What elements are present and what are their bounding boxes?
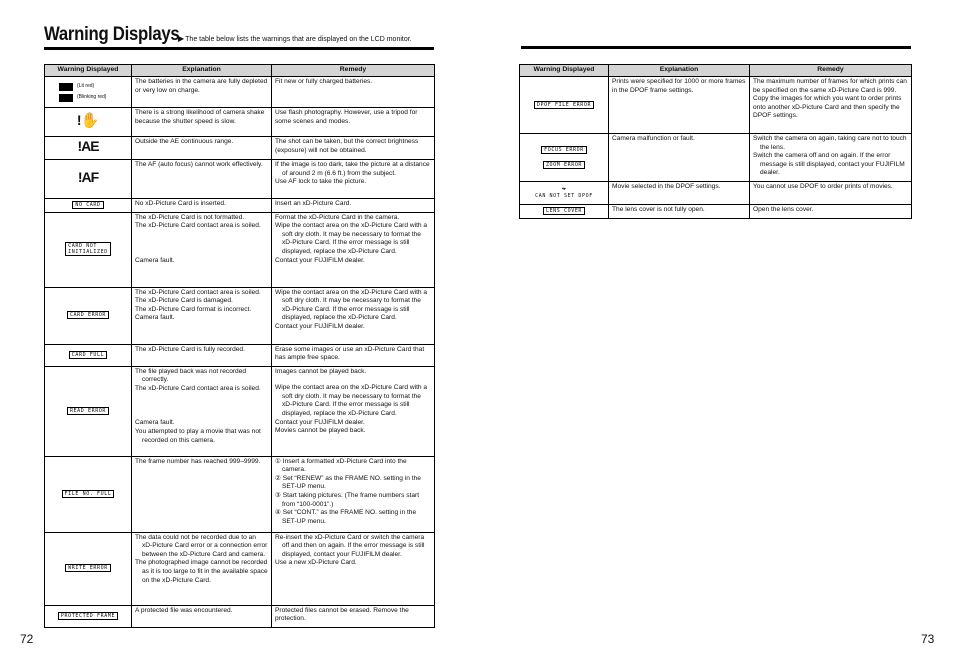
table-row [520,134,912,182]
explanation-cell: Movie selected in the DPOF settings. [609,182,750,205]
battery-lit-label: (Lit red) [77,83,95,90]
remedy-step: ① Insert a formatted xD-Picture Card into the camera. [275,457,407,474]
explanation-cell: There is a strong likelihood of camera shake because the shutter speed is slow. [132,108,272,137]
movie-icon: ▪▸ [561,185,567,192]
explanation-cell: Camera malfunction or fault. [609,134,750,182]
ae-warning-icon: !AE [77,137,99,154]
remedy-cell: The shot can be taken, but the correct brightness (exposure) will not be obtained. [272,137,435,160]
remedy-cell [750,134,912,182]
explanation-item: The file played back was not recorded correctly. [135,367,247,384]
explanation-cell [132,366,272,456]
battery-blinking-label: (Blinking red) [77,94,107,101]
explanation-cell [132,212,272,287]
remedy-step: ② Set “RENEW” as the FRAME NO. setting in the SET-UP menu. [275,474,421,491]
remedy-cell: Fit new or fully charged batteries. [272,77,435,108]
remedy-cell: Erase some images or use an xD-Picture Card that has ample free space. [272,344,435,366]
remedy-item: Wipe the contact area on the xD-Picture Card with a soft dry cloth. It may be necessary to format the xD-Picture Card. If the error message is still displayed, replace the xD-Picture Card. [275,288,428,322]
table-row [45,366,435,456]
explanation-item: The xD-Picture Card contact area is soiled. [135,384,261,392]
camera-shake-icon: !✋ [45,108,132,137]
remedy-item: Contact your FUJIFILM dealer. [275,322,365,330]
explanation-item: The xD-Picture Card format is incorrect. [135,305,252,313]
page-number: 72 [20,632,34,646]
remedy-cell: Protected files cannot be erased. Remove the protection. [272,605,435,627]
explanation-cell: Outside the AE continuous range. [132,137,272,160]
explanation-cell: The AF (auto focus) cannot work effectively. [132,160,272,199]
remedy-item: Use AF lock to take the picture. [275,178,367,186]
table-row [45,532,435,605]
card-full-lcd-icon: CARD FULL [69,351,108,359]
remedy-item: Contact your FUJIFILM dealer. [275,418,365,426]
header-row [45,65,435,77]
intro-text [178,34,412,43]
table-row [45,77,435,108]
remedy-item: Contact your FUJIFILM dealer. [275,256,365,264]
explanation-cell: The lens cover is not fully open. [609,205,750,219]
remedy-step: ③ Start taking pictures. (The frame numbers start from “100-0001”.) [275,491,420,508]
remedy-cell: You cannot use DPOF to order prints of movies. [750,182,912,205]
explanation-item: The data could not be recorded due to an xD-Picture Card error or a connection error between the xD-Picture Card and camera. [135,533,268,558]
explanation-cell: The frame number has reached 999–9999. [132,456,272,532]
table-row [45,137,435,160]
table-row [520,182,912,205]
remedy-cell [272,160,435,199]
lcd-line: INITIALIZED [68,249,108,256]
warning-table-left [44,64,435,628]
header-explanation: Explanation [132,65,272,77]
can-not-set-dpof-lcd-icon: CAN NOT SET DPOF [535,192,593,199]
remedy-cell [272,287,435,344]
remedy-item: Movies cannot be played back. [275,427,366,435]
explanation-item: The xD-Picture Card is not formatted. [135,213,245,221]
remedy-item: Wipe the contact area on the xD-Picture Card with a soft dry cloth. It may be necessary to format the xD-Picture Card. If the error message is still displayed, replace the xD-Picture Card. [275,222,428,255]
remedy-cell [272,456,435,532]
explanation-cell [132,287,272,344]
focus-error-lcd-icon: FOCUS ERROR [541,146,587,154]
battery-lit-icon [59,83,73,91]
file-no-full-lcd-icon: FILE NO. FULL [62,490,115,498]
table-row [45,212,435,287]
remedy-cell [272,366,435,456]
header-remedy: Remedy [750,65,912,77]
intro-label: The table below lists the warnings that are displayed on the LCD monitor. [185,36,412,43]
triangle-right-icon: ▶ [178,34,185,43]
warning-table-right [519,64,912,219]
table-row [45,456,435,532]
protected-frame-lcd-icon: PROTECTED FRAME [58,612,118,620]
table-row [520,205,912,219]
page-number: 73 [921,632,935,646]
remedy-cell: The maximum number of frames for which prints can be specified on the same xD-Picture Card is 999. Copy the images for which you want to order prints onto another xD-Picture Card and then specify the DPOF settings. [750,77,912,134]
table-row [45,287,435,344]
read-error-lcd-icon: READ ERROR [67,407,109,415]
explanation-cell: A protected file was encountered. [132,605,272,627]
dpof-file-error-lcd-icon: DPOF FILE ERROR [534,101,594,109]
remedy-cell: Open the lens cover. [750,205,912,219]
remedy-item: Wipe the contact area on the xD-Picture Card with a soft dry cloth. It may be necessary to format the xD-Picture Card. If the error message is still displayed, replace the xD-Picture Card. [275,384,428,417]
explanation-item: Camera fault. [135,314,175,322]
explanation-cell [132,532,272,605]
explanation-item: Camera fault. [135,256,175,264]
explanation-cell: The batteries in the camera are fully depleted or very low on charge. [132,77,272,108]
explanation-item: The xD-Picture Card is damaged. [135,297,233,305]
header-remedy: Remedy [272,65,435,77]
remedy-step: ④ Set “CONT.” as the FRAME NO. setting in the SET-UP menu. [275,509,417,525]
header-warning: Warning Displayed [45,65,132,77]
explanation-item: You attempted to play a movie that was not recorded on this camera. [135,427,261,444]
remedy-item: Images cannot be played back. [275,367,367,375]
explanation-item: Camera fault. [135,419,175,427]
card-error-lcd-icon: CARD ERROR [67,311,109,319]
header-explanation: Explanation [609,65,750,77]
no-card-lcd-icon: NO CARD [72,201,103,209]
table-row [45,160,435,199]
remedy-item: Switch the camera off and on again. If the error message is still displayed, contact your FUJIFILM dealer. [753,152,905,177]
zoom-error-lcd-icon: ZOOM ERROR [543,161,585,169]
remedy-item: Use a new xD-Picture Card. [275,559,357,567]
remedy-cell: Use flash photography. However, use a tripod for some scenes and modes. [272,108,435,137]
remedy-item: If the image is too dark, take the picture at a distance of around 2 m (6.6 ft.) from the subject. [275,161,430,177]
write-error-lcd-icon: WRITE ERROR [65,564,111,572]
table-row [45,108,435,137]
remedy-item: Re-insert the xD-Picture Card or switch the camera off and then on again. If the error message is still displayed, contact your FUJIFILM dealer. [275,533,425,558]
explanation-item: The photographed image cannot be recorded as it is too large to fit in the available space on the xD-Picture Card. [135,559,268,584]
page-title: Warning Displays [44,24,180,45]
explanation-item: The xD-Picture Card contact area is soiled. [135,222,261,230]
lcd-line: CARD NOT [68,243,98,250]
remedy-cell [272,212,435,287]
header-row [520,65,912,77]
remedy-cell: Insert an xD-Picture Card. [272,199,435,213]
explanation-item: The xD-Picture Card contact area is soiled. [135,288,261,296]
table-row [520,77,912,134]
lens-cover-lcd-icon: LENS COVER [543,207,585,215]
table-row [45,344,435,366]
remedy-item: Switch the camera on again, taking care not to touch the lens. [753,135,907,151]
explanation-cell: No xD-Picture Card is inserted. [132,199,272,213]
top-rule [521,46,911,49]
right-page [477,0,954,667]
table-row [45,199,435,213]
af-warning-icon: !AF [77,168,99,185]
table-row [45,605,435,627]
card-not-initialized-lcd-icon [45,212,132,287]
explanation-cell: The xD-Picture Card is fully recorded. [132,344,272,366]
battery-blinking-icon [59,94,73,102]
battery-icons [45,77,132,108]
remedy-item: Format the xD-Picture Card in the camera. [275,213,400,221]
explanation-cell: Prints were specified for 1000 or more frames in the DPOF frame settings. [609,77,750,134]
title-rule [44,47,434,50]
header-warning: Warning Displayed [520,65,609,77]
remedy-cell [272,532,435,605]
